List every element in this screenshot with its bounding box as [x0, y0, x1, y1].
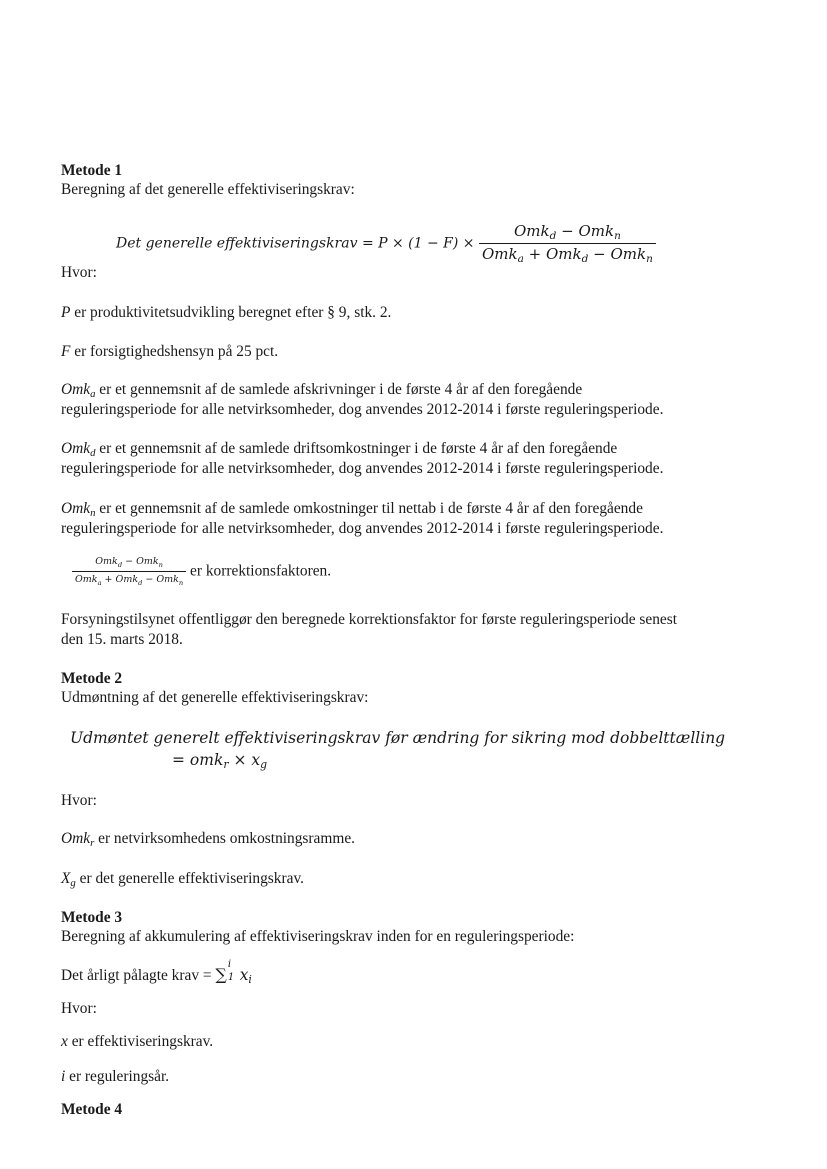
metode1-heading: Metode 1 [61, 162, 123, 179]
sum-symbol: ∑ [215, 965, 227, 984]
omkd-definition-line1: Omk$_d$ er et gennemsnit af de samlede driftsomkostninger i de første 4 år af den foregående [61, 440, 618, 459]
metode3-hvor: Hvor: [61, 1000, 97, 1017]
metode2-equation-line1: Udmøntet generelt effektiviseringskrav før ændring for sikring mod dobbelttælling [70, 729, 726, 747]
krav-formula: Det årligt pålagte krav = ∑ i 1 $x_i$ [61, 959, 252, 986]
omkn-definition-line1: Omk$_n$ er et gennemsnit af de samlede omkostninger til nettab i de første 4 år af den foregående [61, 500, 643, 519]
korrektion-fraction [72, 556, 186, 587]
korrektion-line [72, 556, 331, 587]
metode2-heading: Metode 2 [61, 670, 123, 687]
x-definition: x er effektiviseringskrav. [61, 1033, 214, 1050]
omkd-definition-line2: reguleringsperiode for alle netvirksomheder, dog anvendes 2012-2014 i første reguleringsperiode. [61, 460, 664, 477]
i-definition: i er reguleringsår. [61, 1068, 170, 1085]
f-definition: F er forsigtighedshensyn på 25 pct. [61, 343, 279, 360]
fraction-denominator: Omk$_a$ + Omk$_d$ − Omk$_n$ [479, 243, 656, 265]
fraction-numerator: Omk$_d$ − Omk$_n$ [513, 222, 621, 242]
forsyning-line2: den 15. marts 2018. [61, 631, 183, 648]
omkn-definition-line2: reguleringsperiode for alle netvirksomheder, dog anvendes 2012-2014 i første reguleringsperiode. [61, 520, 664, 537]
korrektion-denominator: Omk$_a$ + Omk$_d$ − Omk$_n$ [72, 571, 186, 587]
metode2-hvor: Hvor: [61, 792, 97, 809]
omka-definition-line1: Omk$_a$ er et gennemsnit af de samlede afskrivninger i de første 4 år af den foregående [61, 381, 583, 400]
equation-fraction [479, 222, 656, 265]
korrektion-numerator: Omk$_d$ − Omk$_n$ [95, 556, 163, 569]
korrektion-text: er korrektionsfaktoren. [186, 562, 332, 580]
omka-definition-line2: reguleringsperiode for alle netvirksomheder, dog anvendes 2012-2014 i første reguleringsperiode. [61, 401, 664, 418]
equation-lhs: Det generelle effektiviseringskrav = P × (1 − F) × [116, 235, 475, 252]
metode1-equation [116, 222, 656, 265]
metode4-heading: Metode 4 [61, 1101, 123, 1118]
omkr-definition: Omk$_r$ er netvirksomhedens omkostningsramme. [61, 830, 356, 849]
metode2-equation-line2: = $omk_r \times x_g$ [172, 751, 268, 771]
metode1-intro: Beregning af det generelle effektiviseringskrav: [61, 181, 355, 198]
forsyning-line1: Forsyningstilsynet offentliggør den beregnede korrektionsfaktor for første reguleringsperiode senest [61, 611, 678, 628]
xg-definition: $X_g$ er det generelle effektiviseringskrav. [61, 870, 304, 889]
metode2-intro: Udmøntning af det generelle effektiviseringskrav: [61, 689, 369, 706]
metode3-intro: Beregning af akkumulering af effektiviseringskrav inden for en reguleringsperiode: [61, 928, 575, 945]
metode3-heading: Metode 3 [61, 909, 123, 926]
metode1-hvor: Hvor: [61, 264, 97, 281]
p-definition: P er produktivitetsudvikling beregnet efter § 9, stk. 2. [61, 304, 392, 321]
